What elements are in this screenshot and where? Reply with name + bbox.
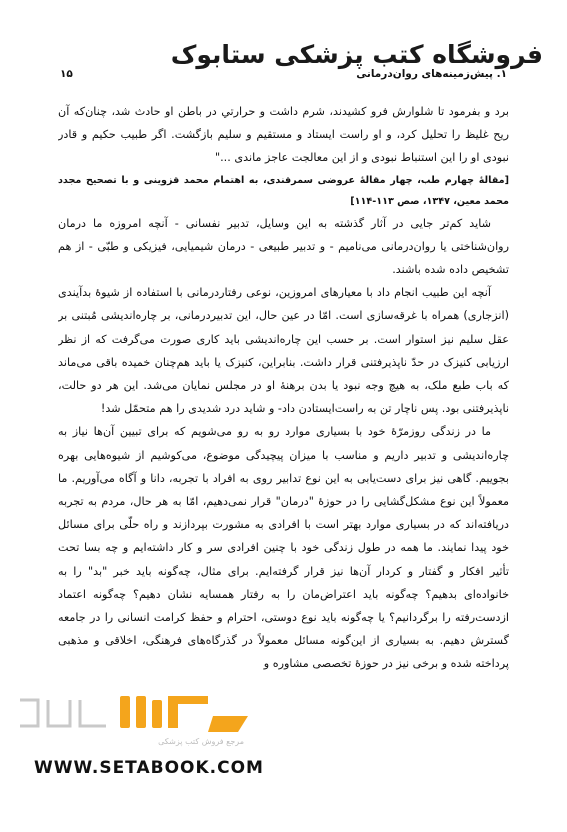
paragraph-1: برد و بفرمود تا شلوارش فرو کشیدند، شرم داشت و حرارتي در باطن او حادث شد، چنان‌که آن ریح غلیظ را تحلیل کرد، و او راست ایستاد و مستقیم و سلیم بازگشت. اگر طبیب حکیم و قادر نبودی او را این استنباط نبودی و از این معالجت عاجز ماندی ..." [58,105,509,165]
paragraph-4: ما در زندگی روزمرّۀ خود با بسیاری موارد رو به رو می‌شویم که برای تبیین آن‌ها نیاز به چاره‌اندیشی و تدبیر داریم و مناسب با میزان پیچیدگی موضوع، می‌کوشیم از شیوه‌هایی بهره بجوییم. گاهی نیز برای دست‌یابی به این نوع تدابیر روی به افراد با تجربه، دانا و آگاه می‌آوریم. ما معمولاً این نوع مشکل‌گشایی را در حوزۀ "درمان" قرار نمی‌دهیم، امّا به هر حال، مردم به تجربه دریافته‌اند که در بسیاری موارد بهتر است با افرادی به مشورت بپردازند و راه حلّی برای مسائل خود پیدا نمایند. ما همه در طول زندگی خود با چنین افرادی سر و کار داشته‌ایم و چه بسا تحت تأثیر افکار و گفتار و کردار آن‌ها نیز قرار گرفته‌ایم. برای مثال، چه‌گونه باید خبر "بد" را به خانواده‌ای بدهیم؟ چه‌گونه باید اعتراض‌مان را به رفتار همسایه نشان دهیم؟ چه‌گونه اعتماد ازدست‌رفته را برگردانیم؟ یا چه‌گونه باید نوع دوستی، احترام و حفظ کرامت انسانی را در جامعه گسترش دهیم. به بسیاری از این‌گونه مسائل معمولاً در گذرگاه‌های فرهنگی، اخلاقی و مذهبی پرداخته شده و برخی نیز در حوزۀ تخصصی مشاوره و [58,425,509,671]
store-title: فروشگاه کتب پزشکی ستابوک [170,40,543,69]
body-text [58,100,509,760]
website-url[interactable]: WWW.SETABOOK.COM [34,758,264,778]
paragraph-3: آنچه این طبیب انجام داد با معیارهای امروزین، نوعی رفتاردرمانی با استفاده از شیوۀ بدآیندی (انزجاری) همراه با غرقه‌سازی است. امّا در عین حال، این تدبیردرمانی، بر چاره‌اندیشی مُبتنی بر عقل سلیم نیز استوار است. بر حسب این چاره‌اندیشی باید کاری صورت می‌گرفت که از نظر ارزیابی کنیزک در حدّ ناپذیرفتنی قرار داشت. بنابراین، کنیزک یا باید هم‌چنان خمیده باقی می‌ماند که باب طبع ملک، به هیچ وجه نبود یا بدن برهنۀ او در مجلس نمایان می‌شد. این هر دو حالت، ناپذیرفتنی بود. پس ناچار تن به راست‌ایستادن داد- و شاید درد شدیدی را هم متحمّل شد! [58,286,509,416]
chapter-title: ۱. پیش‌زمینه‌های روان‌درمانی [356,68,507,80]
page-number: ۱۵ [60,68,73,80]
logo-book-shape [120,696,248,732]
citation: [مقالۀ چهارم طب، چهار مقالۀ عروضی سمرقندی، به اهتمام محمد قزوینی و با تصحیح مجدد محمد معین، ۱۳۴۷، صص ۱۱۳-۱۱۴] [58,174,509,207]
logo-tagline: مرجع فروش کتب پزشکی [158,737,244,746]
running-head [60,68,507,86]
paragraph-2: شاید کم‌تر جایی در آثار گذشته به این وسایل، تدبیر نفسانی - آنچه امروزه ما درمان روان‌شناختی یا روان‌درمانی می‌نامیم - و تدبیر طبیعی - درمان شیمیایی، فیزیکی و طبّی - از هم تشخیص داده شده باشند. [58,216,509,277]
setabook-logo [8,686,258,748]
logo-outline-letters [20,700,106,726]
